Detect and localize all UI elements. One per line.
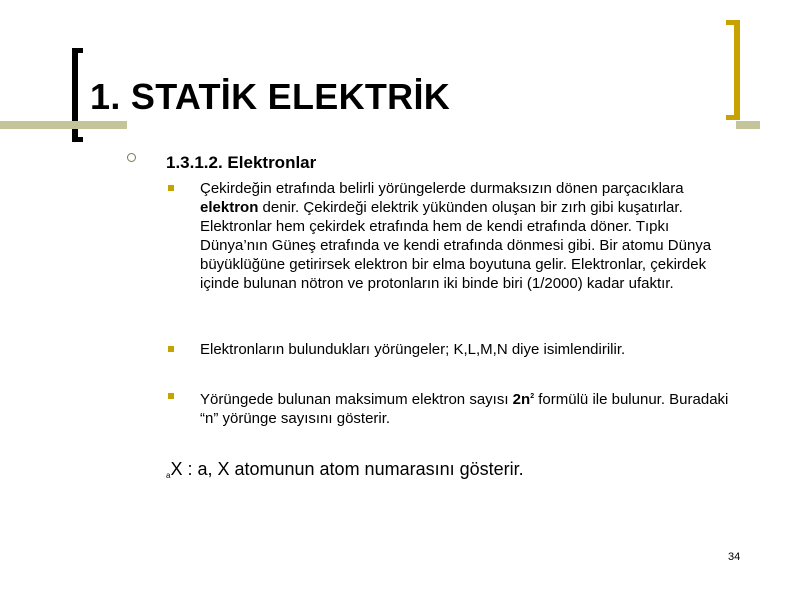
circle-bullet-icon bbox=[127, 153, 136, 162]
paragraph-text: Elektronların bulundukları yörüngeler; K,L,M,N diye isimlendirilir. bbox=[200, 341, 626, 358]
formula-exponent: 2 bbox=[530, 393, 535, 400]
atom-number-formula bbox=[166, 459, 524, 480]
square-bullet-icon bbox=[168, 393, 174, 399]
paragraph-text: Çekirdeğin etrafında belirli yörüngelerde durmaksızın dönen parçacıklara bbox=[200, 180, 684, 197]
formula-text: X : a, X atomunun atom numarasını gösterir. bbox=[170, 459, 524, 479]
title-rule-right bbox=[736, 121, 760, 129]
paragraph-text: denir. Çekirdeği elektrik yükünden oluşan bir zırh gibi kuşatırlar. Elektronlar hem çekirdek etrafında hem de kendi etrafında döner. Tıpkı Dünya’nın Güneş etrafında ve kendi etrafında dönmesi gibi. Bir atomu Dünya büyüklüğüne getirirsek elektron bir elma boyutuna gelir. Elektronlar, çekirdek içinde bulunan nötron ve protonların iki binde biri (1/2000) kadar ufaktır. bbox=[200, 199, 712, 292]
formula-base: 2n bbox=[512, 391, 531, 408]
paragraph-orbit-names bbox=[200, 340, 740, 359]
right-bracket-decoration bbox=[726, 20, 740, 120]
square-bullet-icon bbox=[168, 185, 174, 191]
bold-term: elektron bbox=[200, 199, 259, 216]
title-rule-left bbox=[0, 121, 127, 129]
page-number: 34 bbox=[728, 551, 741, 563]
slide-title: 1. STATİK ELEKTRİK bbox=[90, 76, 451, 117]
bold-formula bbox=[513, 391, 534, 408]
paragraph-text: Yörüngede bulunan maksimum elektron sayısı bbox=[200, 391, 513, 408]
paragraph-electron-definition bbox=[200, 179, 740, 293]
square-bullet-icon bbox=[168, 346, 174, 352]
section-subheading: 1.3.1.2. Elektronlar bbox=[166, 153, 317, 172]
paragraph-max-electrons bbox=[200, 387, 740, 428]
paragraph-text: formülü ile bulunur. Buradaki “n” yörünge sayısını gösterir. bbox=[200, 391, 729, 427]
formula-subscript: a bbox=[166, 471, 171, 480]
